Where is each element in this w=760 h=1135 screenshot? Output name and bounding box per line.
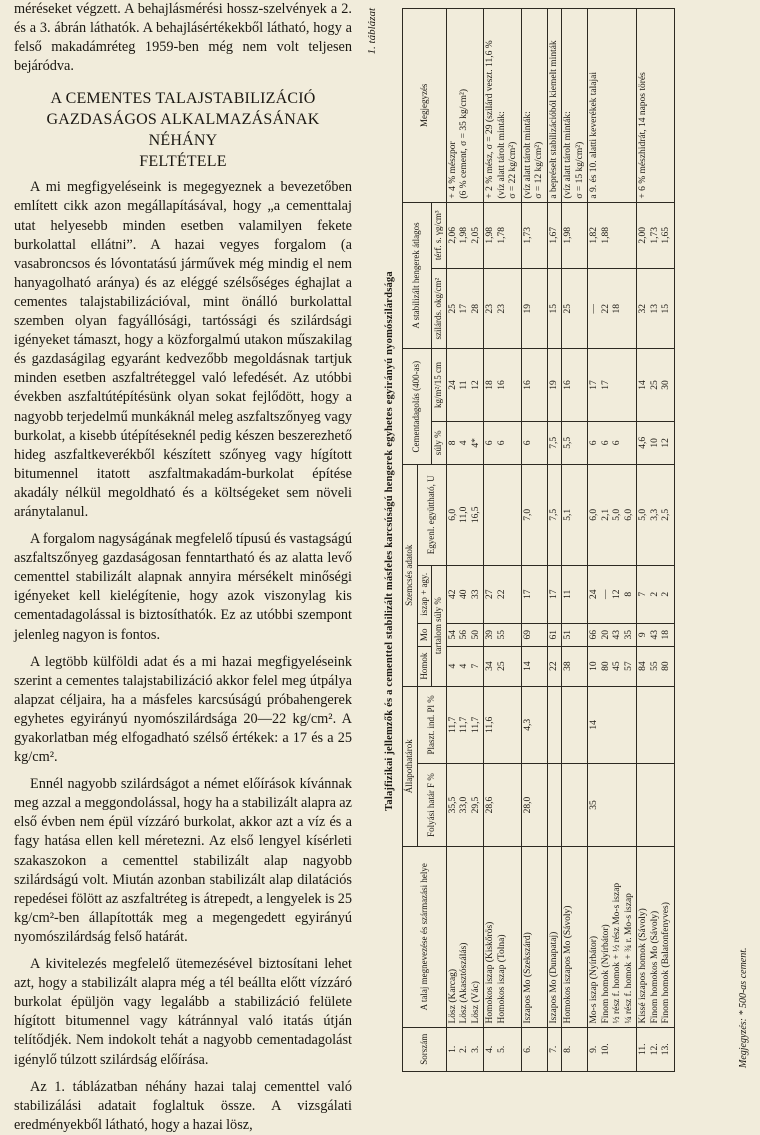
cell-silt-clay: 17 (521, 565, 547, 623)
cell-plasticity: 11,7 11,7 11,7 (446, 686, 484, 764)
cell-silt-clay: 17 (547, 565, 562, 623)
heading-line-3: FELTÉTELE (139, 153, 227, 171)
cell-density: 1,98 (562, 202, 588, 268)
cell-density: 1,98 1,78 (484, 202, 522, 268)
th-homok: Homok (417, 646, 432, 686)
th-allapot: Állapothatárok (403, 686, 418, 846)
table-row (484, 9, 522, 1072)
cell-strength: 23 23 (484, 268, 522, 348)
cell-liquid-limit: 28,0 (521, 764, 547, 847)
cell-liquid-limit: 35 (588, 764, 637, 847)
cell-silt-clay: 27 22 (484, 565, 522, 623)
cell-plasticity: 11,6 (484, 686, 522, 764)
cell-mo: 66 20 43 35 (588, 623, 637, 646)
cell-soil: Mo-s iszap (Nyírbátor) Finom homok (Nyírbátor) ½ rész f. homok + ½ rész Mo-s iszap ¼ rész f. homok + ¾ r. Mo-s iszap (588, 846, 637, 1027)
paragraph-2: A mi megfigyeléseink is megegyeznek a bevezetőben említett cikk azon megállapításával, hogy „a cementtalaj utat helyesebb minden esetben valamilyen fekete burkolattal ellátni”. A hazai vegyes forgalom (a vasabroncsos és lóvontatású járművek még mindig el nem hanyagolható aránya) és az eléggé szélsőséges éghajlat a cementes talajstabilizációval, mint önálló burkolattal szemben olyan fagyállósági, tartóssági és szilárdsági igényeket támaszt, hogy a közforgalmú utakon műszakilag és gazdaságilag egyaránt kedvezőbb megoldásnak tartjuk minden esetben aszfaltréteggel való lefedését. Az utóbbi években aszfaltútépítésünk olyan sokat fejlődött, hogy a nagyobb terjedelmű munkáknál meleg aszfaltszőnyeg vagy burkolat, a kisebb útépítéseknél pedig készen beszerezhető hideg aszfaltkeverékből készített szőnyeg vagy hígított bitumennel itatott aszfaltmakadám-burkolat építése akadály nélkül megoldható és a költségeket sem növeli aránytalanul. (14, 179, 352, 520)
heading-line-1: A CEMENTES TALAJSTABILIZÁCIÓ (50, 90, 316, 108)
cell-sand: 4 4 7 (446, 646, 484, 686)
cell-soil: Kissé iszapos homok (Sávoly) Finom homokos Mo (Sávoly) Finom homok (Balatonfenyves) (637, 846, 675, 1027)
table-body (446, 9, 674, 1072)
cell-liquid-limit (637, 764, 675, 847)
cell-cement-weight: 6 6 (484, 421, 522, 464)
th-talaj: A talaj megnevezése és származási helye (403, 846, 447, 1027)
cell-remark: + 4 % mészpor (6 % cement, σ = 35 kg/cm²) (446, 9, 484, 203)
cell-strength: 25 17 28 (446, 268, 484, 348)
cell-plasticity (547, 686, 562, 764)
th-folyasi: Folyási határ F % (417, 764, 446, 847)
th-sorszam: Sorszám (403, 1027, 447, 1071)
th-iszap: iszap + agy. (417, 565, 432, 623)
cell-density: 1,67 (547, 202, 562, 268)
th-terf: térf. s. γg/cm³ (432, 202, 447, 268)
table-label: 1. táblázat (366, 8, 378, 55)
cell-sand: 34 25 (484, 646, 522, 686)
cell-strength: 25 (562, 268, 588, 348)
cell-sand: 14 (521, 646, 547, 686)
cell-number: 4. 5. (484, 1027, 522, 1071)
cell-plasticity: 4,3 (521, 686, 547, 764)
cell-uniformity: 7,5 (547, 464, 562, 565)
cell-cement-kgm: 24 11 12 (446, 349, 484, 421)
cell-density: 1,73 (521, 202, 547, 268)
th-mo: Mo (417, 623, 432, 646)
paragraph-4: A legtöbb külföldi adat és a mi hazai megfigyeléseink szerint a cementes talajstabilizáció akkor felel meg útpálya alapzat céljaira, ha a másfeles karcsúságú próbahengerek egyhetes egyirányú nyomószilárdsága 20—22 kg/cm². A gyakorlatban még elfogadható szélső értékek: a 17 és a 25 kg/cm². (14, 653, 352, 766)
cell-density: 2,06 1,98 2,05 (446, 202, 484, 268)
cell-remark: + 6 % mészhidrát, 14 napos törés (637, 9, 675, 203)
cell-liquid-limit (562, 764, 588, 847)
cell-silt-clay: 42 40 33 (446, 565, 484, 623)
table-row (637, 9, 675, 1072)
cell-strength: 32 13 15 (637, 268, 675, 348)
table-title: Talajfizikai jellemzők és a cementtel stabilizált másfeles karcsúságú hengerek egyhetes egyirányú nyomószilárdsága (384, 271, 395, 811)
cell-uniformity: 5,0 3,3 2,5 (637, 464, 675, 565)
cell-uniformity (484, 464, 522, 565)
heading-line-2: GAZDASÁGOS ALKALMAZÁSÁNAK NÉHÁNY (46, 111, 320, 150)
cell-cement-weight: 7,5 (547, 421, 562, 464)
cell-uniformity: 7,0 (521, 464, 547, 565)
th-szil: szilárds. okg/cm² (432, 268, 447, 348)
cell-cement-kgm: 17 17 (588, 349, 637, 421)
cell-silt-clay: 7 2 2 (637, 565, 675, 623)
paragraph-6: A kivitelezés megfelelő ütemezésével biztosítani lehet azt, hogy a stabilizált alapra még a tél beállta előtt vízzáró burkolat épüljön vagy legalább a stabilizáció felülete hígított bitumennel vagy kátránnyal való itatás útján telítődjék. Nem indokolt tehát a nagyobb cementadagolást igénylő túlzott szilárdság előírása. (14, 956, 352, 1068)
th-tartalom: tartalom súly % (432, 565, 447, 686)
data-table (402, 8, 675, 1072)
cell-strength: 15 (547, 268, 562, 348)
table-row (521, 9, 547, 1072)
cell-mo: 39 55 (484, 623, 522, 646)
cell-mo: 69 (521, 623, 547, 646)
cell-mo: 54 56 50 (446, 623, 484, 646)
cell-remark: a bepréselt stabilizációból kiemelt minták (547, 9, 562, 203)
table-row (446, 9, 484, 1072)
th-egyenl: Egyenl. együttható, U (417, 464, 446, 565)
cell-cement-weight: 4,6 10 12 (637, 421, 675, 464)
cell-sand: 10 80 45 57 (588, 646, 637, 686)
paragraph-1: méréseket végzett. A behajlásmérési hossz-szelvények a 2. és a 3. ábrán láthatók. A behajlásértékekből látható, hogy a felső makadámréteg 1959-ben még nem volt teljesen bejáródva. (14, 1, 352, 75)
cell-number: 1. 2. 3. (446, 1027, 484, 1071)
cell-cement-weight: 8 4 4* (446, 421, 484, 464)
cell-number: 6. (521, 1027, 547, 1071)
cell-soil: Lösz (Karcag) Lösz (Akasztószálás) Lösz (Vác) (446, 846, 484, 1027)
table-note: Megjegyzés: * 500-as cement. (738, 947, 749, 1068)
cell-remark: (víz alatt tárolt minták: σ = 12 kg/cm²) (521, 9, 547, 203)
cell-uniformity: 5,1 (562, 464, 588, 565)
cell-cement-weight: 6 (521, 421, 547, 464)
cell-cement-kgm: 16 (562, 349, 588, 421)
cell-strength: — 22 18 (588, 268, 637, 348)
cell-mo: 9 43 18 (637, 623, 675, 646)
cell-cement-kgm: 19 (547, 349, 562, 421)
th-cement: Cementadagolás (400-as) (403, 349, 432, 465)
cell-sand: 38 (562, 646, 588, 686)
cell-density: 2,00 1,73 1,65 (637, 202, 675, 268)
paragraph-5: Ennél nagyobb szilárdságot a német előírások kívánnak meg azzal a meggondolással, hogy ha a stabilizált alapra az első évben nem épül vízzáró burkolat, akkor azt a víz és a fagy hatása ellen kell méretezni. Az első lengyel kísérleti szakaszokon a cementtel stabilizált alap nagyobb szilárdságú volt. Miután azonban stabilizált alap dilatációs repedései fölött az aszfaltréteg is átrepedt, a lengyelek is 25 kg/cm²-ben állapították meg a megengedett egyirányú nyomószilárdság felső határát. (14, 776, 352, 945)
cell-plasticity: 14 (588, 686, 637, 764)
cell-remark: (víz alatt tárolt minták: σ = 15 kg/cm²) (562, 9, 588, 203)
cell-uniformity: 6,0 2,1 5,0 6,0 (588, 464, 637, 565)
th-plaszt: Plaszt. ind. Pl % (417, 686, 446, 764)
cell-plasticity (562, 686, 588, 764)
cell-cement-kgm: 18 16 (484, 349, 522, 421)
section-heading (14, 88, 352, 172)
cell-silt-clay: 11 (562, 565, 588, 623)
cell-mo: 51 (562, 623, 588, 646)
cell-silt-clay: 24 — 12 8 (588, 565, 637, 623)
cell-liquid-limit (547, 764, 562, 847)
cell-sand: 22 (547, 646, 562, 686)
th-suly: súly % (432, 421, 447, 464)
paragraph-7: Az 1. táblázatban néhány hazai talaj cementtel való stabilizálási adatait foglaltuk össze. A vizsgálati eredményekből látható, hogy a hazai lösz, (14, 1078, 352, 1133)
cell-soil: Iszapos Mo (Dunapataj) (547, 846, 562, 1027)
cell-density: 1,82 1,88 (588, 202, 637, 268)
table-row (562, 9, 588, 1072)
th-stab: A stabilizált hengerek átlagos (403, 202, 432, 349)
cell-strength: 19 (521, 268, 547, 348)
cell-cement-weight: 5,5 (562, 421, 588, 464)
cell-uniformity: 6,0 11,0 16,5 (446, 464, 484, 565)
cell-number: 8. (562, 1027, 588, 1071)
table-row (588, 9, 637, 1072)
cell-soil: Homokos iszapos Mo (Sávoly) (562, 846, 588, 1027)
cell-number: 9. 10. (588, 1027, 637, 1071)
th-kgm: kg/m²/15 cm (432, 349, 447, 421)
cell-number: 7. (547, 1027, 562, 1071)
cell-soil: Iszapos Mo (Szekszárd) (521, 846, 547, 1027)
cell-mo: 61 (547, 623, 562, 646)
cell-remark: + 2 % mész, σ = 29 (szilárd veszt. 11,6 % (víz alatt tárolt minták: σ = 22 kg/cm²) (484, 9, 522, 203)
paragraph-3: A forgalom nagyságának megfelelő típusú és vastagságú aszfaltszőnyeg gazdaságosan fenntartható és az alatta levő cementtel stabilizált alapnak annyira mérsékelt minőségi igényeket kell kielégítenie, hogy azok viszonylag kis cementadagolással is biztosíthatók. Ez az utóbbi szempont jelenleg nagyon is fontos. (14, 531, 352, 643)
th-szemcse: Szemcsés adatok (403, 464, 418, 686)
cell-sand: 84 55 80 (637, 646, 675, 686)
cell-liquid-limit: 28,6 (484, 764, 522, 847)
rotated-table (362, 0, 760, 1082)
cell-soil: Homokos iszap (Kiskőrös) Homokos iszap (Tolna) (484, 846, 522, 1027)
th-megj: Megjegyzés (403, 9, 447, 203)
cell-remark: a 9. és 10. alatti keverékek talajai (588, 9, 637, 203)
cell-cement-kgm: 16 (521, 349, 547, 421)
cell-cement-kgm: 14 25 30 (637, 349, 675, 421)
table-row (547, 9, 562, 1072)
article-column (14, 0, 352, 1135)
cell-plasticity (637, 686, 675, 764)
table-panel (362, 0, 760, 1082)
cell-liquid-limit: 35,5 33,0 29,5 (446, 764, 484, 847)
cell-number: 11. 12. 13. (637, 1027, 675, 1071)
cell-cement-weight: 6 6 6 (588, 421, 637, 464)
